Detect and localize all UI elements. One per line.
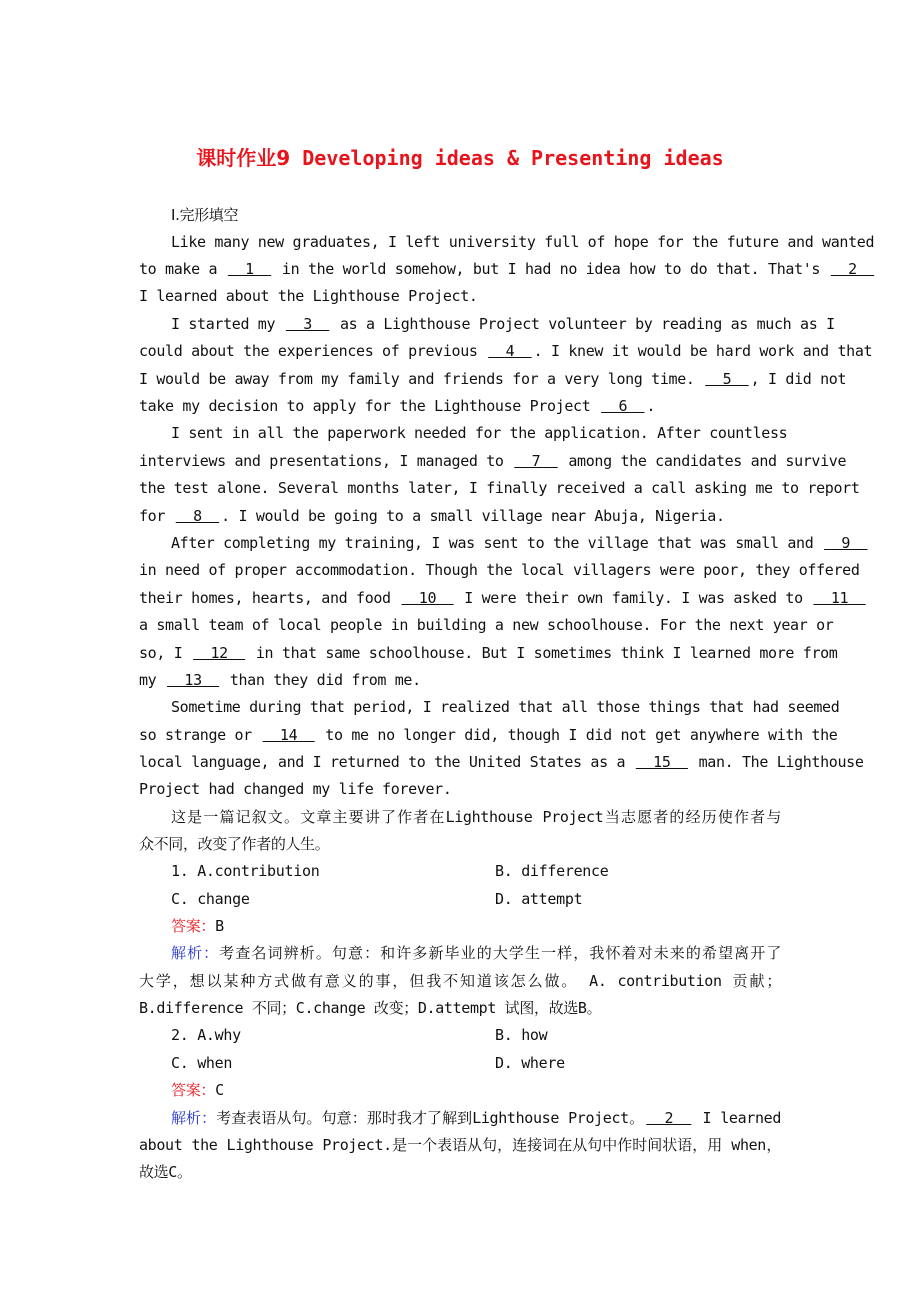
blank-1: 1 (227, 260, 272, 278)
passage-line: After completing my training, I was sent to the village that was small and 9 (171, 534, 868, 552)
blank-5: 5 (705, 370, 749, 388)
q2-analysis-line: 解析：考查表语从句。句意：那时我才了解到Lighthouse Project。 2 I learned (171, 1109, 782, 1127)
passage-line: so, I 12 in that same schoolhouse. But I sometimes think I learned more from (139, 644, 838, 662)
q2-analysis-line: about the Lighthouse Project.是一个表语从句，连接词在从句中作时间状语，用 when， (139, 1136, 781, 1154)
passage-line: a small team of local people in building a new schoolhouse. For the next year or (139, 616, 834, 634)
blank-14: 14 (262, 726, 315, 744)
blank-2: 2 (830, 260, 875, 278)
summary-line: 这是一篇记叙文。文章主要讲了作者在Lighthouse Project当志愿者的经历使作者与 (171, 808, 781, 826)
passage-line: take my decision to apply for the Lighthouse Project 6 . (139, 397, 656, 415)
blank-12: 12 (193, 644, 246, 662)
q1-option-d: D. attempt (495, 890, 583, 908)
blank-13: 13 (167, 671, 220, 689)
blank-7: 7 (514, 452, 558, 470)
passage-line: Sometime during that period, I realized that all those things that had seemed (171, 698, 840, 716)
q1-option-a: 1. A.contribution (171, 862, 320, 880)
blank-9: 9 (824, 534, 868, 552)
section-heading: Ⅰ.完形填空 (171, 206, 239, 224)
passage-line: Like many new graduates, I left university full of hope for the future and wanted (171, 233, 875, 251)
passage-line: to make a 1 in the world somehow, but I had no idea how to do that. That's 2 (139, 260, 875, 278)
summary-line: 众不同，改变了作者的人生。 (139, 835, 330, 853)
q2-analysis-line: 故选C。 (139, 1163, 192, 1181)
q2-option-d: D. where (495, 1054, 565, 1072)
blank-4: 4 (488, 342, 532, 360)
passage-line: Project had changed my life forever. (139, 780, 452, 798)
passage-line: local language, and I returned to the United States as a 15 man. The Lighthouse (139, 753, 864, 771)
blank-10: 10 (401, 589, 454, 607)
blank-8: 8 (175, 507, 220, 525)
passage-line: I learned about the Lighthouse Project. (139, 287, 478, 305)
q2-answer: 答案：C (171, 1081, 224, 1099)
q2-option-a: 2. A.why (171, 1026, 241, 1044)
q1-option-b: B. difference (495, 862, 609, 880)
q2-option-c: C. when (171, 1054, 233, 1072)
q1-analysis-line: B.difference 不同；C.change 改变；D.attempt 试图，故选B。 (139, 999, 602, 1017)
q1-option-c: C. change (171, 890, 250, 908)
blank-6: 6 (601, 397, 645, 415)
blank-3: 3 (285, 315, 330, 333)
passage-line: so strange or 14 to me no longer did, though I did not get anywhere with the (139, 726, 838, 744)
passage-line: for 8 . I would be going to a small village near Abuja, Nigeria. (139, 507, 725, 525)
passage-line: I started my 3 as a Lighthouse Project volunteer by reading as much as I (171, 315, 835, 333)
passage-line: I sent in all the paperwork needed for the application. After countless (171, 424, 788, 442)
passage-line: in need of proper accommodation. Though the local villagers were poor, they offered (139, 561, 860, 579)
passage-line: interviews and presentations, I managed to 7 among the candidates and survive (139, 452, 847, 470)
blank-15: 15 (635, 753, 688, 771)
q1-analysis-line: 解析：考查名词辨析。句意：和许多新毕业的大学生一样，我怀着对未来的希望离开了 (171, 944, 781, 962)
q1-answer: 答案：B (171, 917, 224, 935)
q1-analysis-line: 大学，想以某种方式做有意义的事，但我不知道该怎么做。 A. contribution 贡献； (139, 972, 781, 990)
passage-line: could about the experiences of previous 4 . I knew it would be hard work and that (139, 342, 873, 360)
passage-line: the test alone. Several months later, I finally received a call asking me to report (139, 479, 860, 497)
blank-11: 11 (813, 589, 866, 607)
passage-line: their homes, hearts, and food 10 I were their own family. I was asked to 11 (139, 589, 866, 607)
page-title: 课时作业9 Developing ideas & Presenting ideas (196, 146, 724, 170)
passage-line: I would be away from my family and friends for a very long time. 5 , I did not (139, 370, 847, 388)
analysis-blank-2: 2 (646, 1109, 692, 1127)
passage-line: my 13 than they did from me. (139, 671, 421, 689)
q2-option-b: B. how (495, 1026, 548, 1044)
